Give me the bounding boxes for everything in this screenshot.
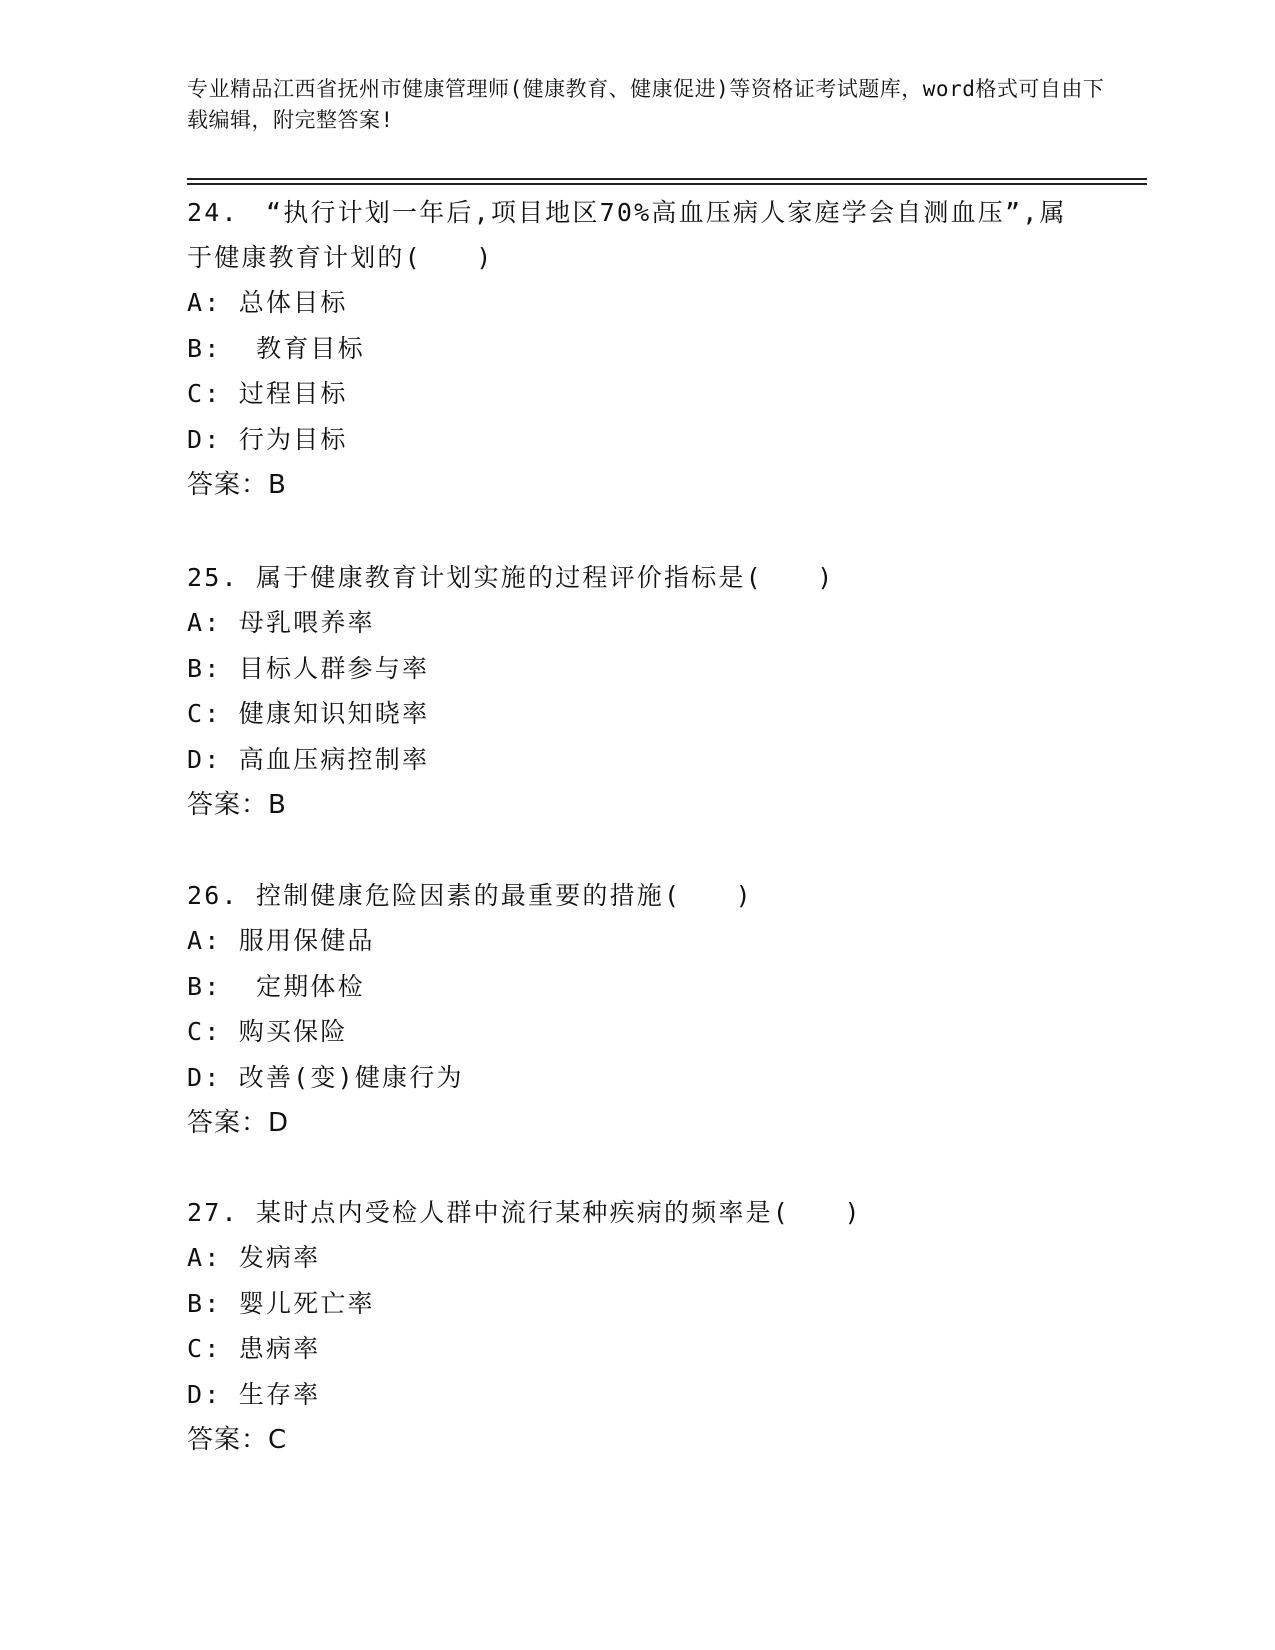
option-a: A: 发病率 [187, 1243, 321, 1272]
answer-line: 答案：D [187, 1108, 290, 1138]
answer-line: 答案：C [187, 1425, 288, 1455]
option-d: D: 改善(变)健康行为 [187, 1062, 464, 1092]
answer-line: 答案：B [187, 790, 287, 820]
answer-line: 答案：B [187, 470, 287, 500]
option-b: B: 定期体检 [187, 971, 365, 1001]
question-25 [187, 555, 1087, 828]
option-a: A: 服用保健品 [187, 926, 375, 955]
option-d: D: 生存率 [187, 1379, 321, 1409]
option-a: A: 母乳喂养率 [187, 608, 375, 637]
question-stem: 24. “执行计划一年后,项目地区70%高血压病人家庭学会自测血压”,属于健康教育计划的( ) [187, 198, 1067, 272]
option-a: A: 总体目标 [187, 288, 348, 317]
document-header: 专业精品江西省抚州市健康管理师(健康教育、健康促进)等资格证考试题库，word格式可自由下载编辑，附完整答案! [187, 77, 1105, 132]
option-b: B: 婴儿死亡率 [187, 1288, 375, 1318]
option-c: C: 购买保险 [187, 1017, 348, 1046]
option-d: D: 行为目标 [187, 424, 348, 454]
option-c: C: 健康知识知晓率 [187, 699, 430, 728]
header-divider-second [187, 183, 1147, 185]
question-24 [187, 190, 1087, 508]
question-stem: 27. 某时点内受检人群中流行某种疾病的频率是( ) [187, 1198, 862, 1227]
option-c: C: 患病率 [187, 1334, 321, 1363]
option-b: B: 教育目标 [187, 333, 365, 363]
question-stem: 26. 控制健康危险因素的最重要的措施( ) [187, 881, 753, 910]
header-divider [187, 178, 1147, 180]
question-26 [187, 873, 1087, 1146]
question-stem: 25. 属于健康教育计划实施的过程评价指标是( ) [187, 563, 835, 592]
option-d: D: 高血压病控制率 [187, 744, 430, 774]
option-c: C: 过程目标 [187, 379, 348, 408]
option-b: B: 目标人群参与率 [187, 653, 430, 683]
question-27 [187, 1190, 1087, 1463]
